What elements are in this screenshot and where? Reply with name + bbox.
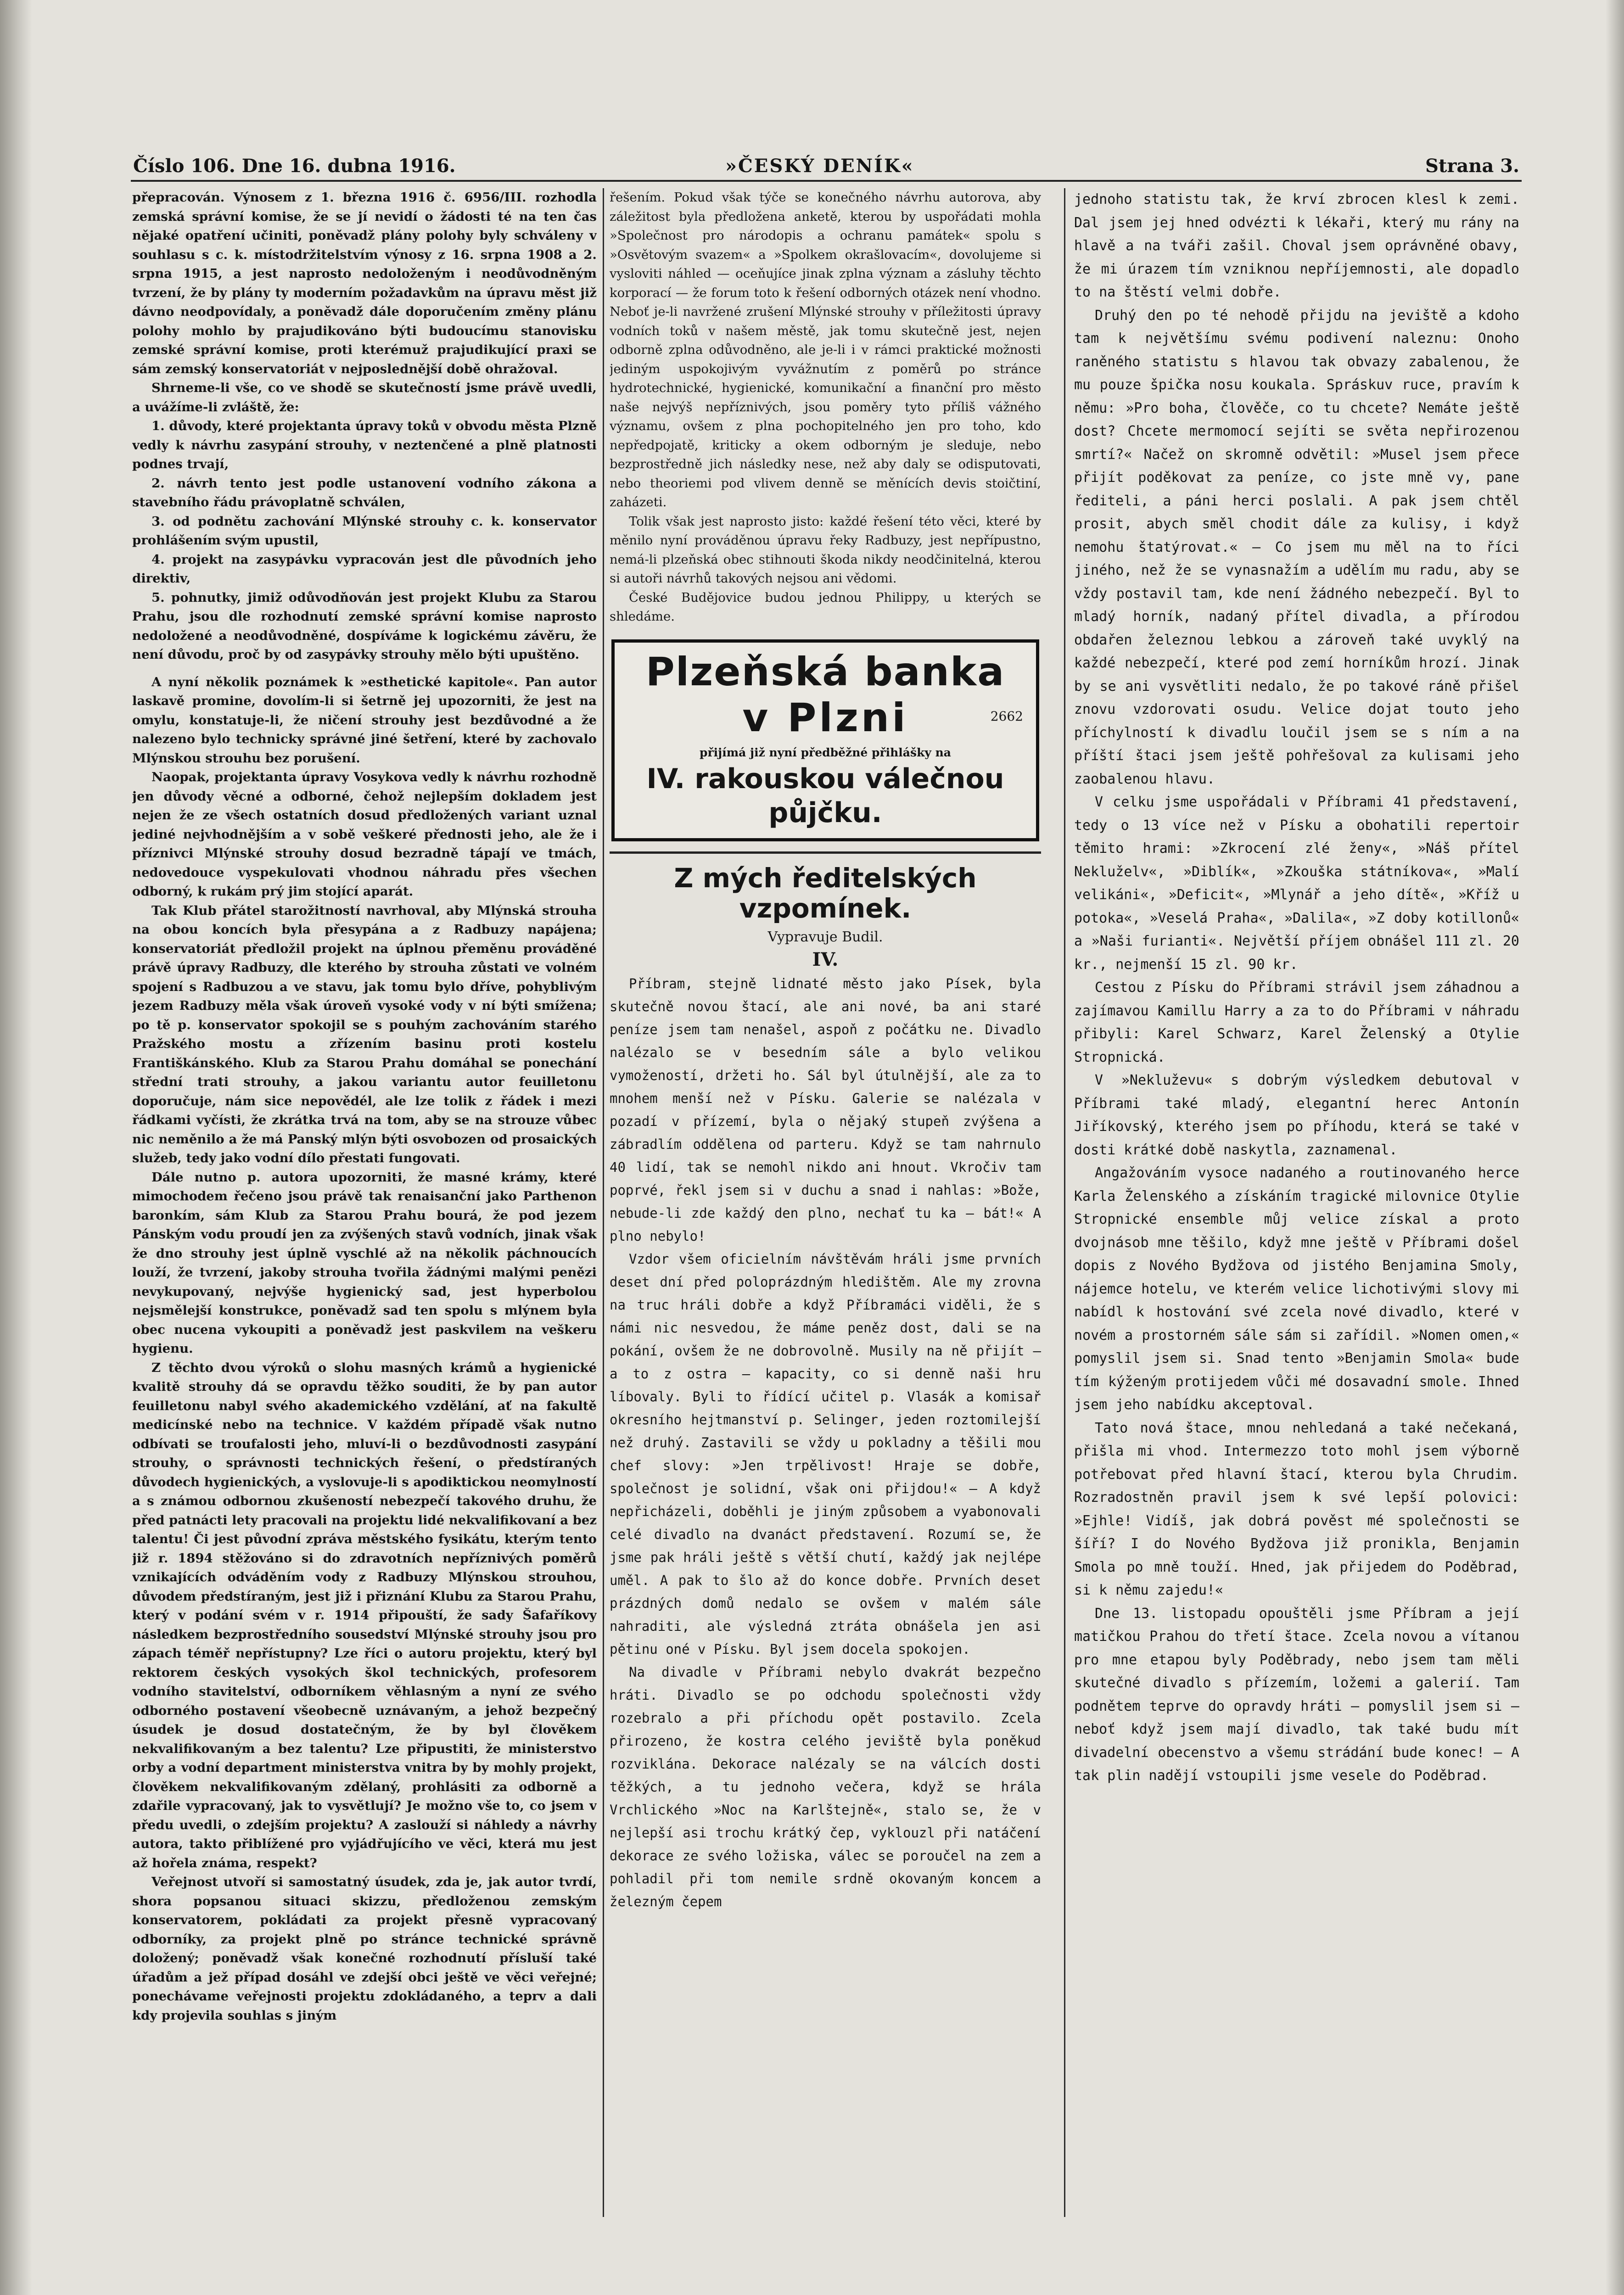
header-rule <box>131 180 1522 182</box>
paragraph: A nyní několik poznámek k »esthetické kapitole«. Pan autor laskavě promine, dovolím-li si šetrně jej upozorniti, že jest na omylu, konstatuje-li, že ničení strouhy jest bezdůvodné a že nalezeno bylo technicky správné jiné šetření, které by zachovalo Mlýnskou strouhu bez porušení. <box>132 674 597 766</box>
article-byline: Vypravuje Budil. <box>767 929 883 945</box>
paragraph: Cestou z Písku do Příbrami strávil jsem záhadnou a zajímavou Kamillu Harry a za to do Příbrami v náhradu přibyli: Karel Schwarz, Karel Želenský a Otylie Stropnická. <box>1074 980 1519 1065</box>
article-part-number: IV. <box>812 948 839 970</box>
ad-info-line: přijímá již nyní předběžné přihlášky na <box>700 745 951 759</box>
paragraph: Naopak, projektanta úpravy Vosykova vedly k návrhu rozhodně jen důvody věcné a odborné, čehož nejlepším dokladem jest nejen že ze všech ostatních dosud předložených variant uznal jediné nejvhodnějším a v sobě veškeré přednosti jeho, ale že i příznivci Mlýnské strouhy dosud bezradně tápají ve tmách, nedovedouce vyspekulovati vhodnou náhradu přes všechen odborný, k rukám prý jim stojící aparát. <box>132 770 597 899</box>
paragraph: řešením. Pokud však týče se konečného návrhu autorova, aby záležitost byla předložena anketě, kterou by uspořádati mohla »Společnost pro národopis a ochranu památek« spolu s »Osvětovým svazem« a »Spolkem okrašlovacím«, dovolujeme si vysloviti náhled — oceňujíce jinak zplna význam a zásluhy těchto korporací — že forum toto k řešení odborných otázek není vhodno. Neboť je-li navržené zrušení Mlýnské strouhy v příležitosti úpravy vodních toků v našem městě, jak tomu skutečně jest, nejen odborně zplna odůvodněno, ale je-li i v rámci praktické možnosti jediným uspokojivým vyvážnutím z poměrů po stránce hydrotechnické, hygienické, komunikační a finanční pro město naše nejvýš nepříznivých, jsou poměry tyto příliš vážného významu, ovšem z plna pochopitelného jen pro toho, kdo nepředpojatě, kriticky a okem odborným je sleduje, nebo bezprostředně jich následky nese, než aby daly se odisputovati, nebo theoriemi pod vlivem denně se měnících devis stoičtiní, zaházeti. <box>610 190 1041 509</box>
list-item: 5. pohnutky, jimiž odůvodňován jest projekt Klubu za Starou Prahu, jsou dle rozhodnutí zemské správní komise naprosto nedoložené a neodůvodněné, dospíváme k logickému závěru, že není důvodu, proč by od zasypávky strouhy mělo býti upuštěno. <box>132 590 597 662</box>
paragraph: V »Nekluževu« s dobrým výsledkem debutoval v Příbrami také mladý, elegantní herec Antonín Jiříkovský, kterého jsem po příhodu, která se také v dosti krátké době naskytla, zaznamenal. <box>1074 1072 1519 1158</box>
page-number: Strana 3. <box>1425 155 1519 177</box>
paragraph: Shrneme-li vše, co ve shodě se skutečností jsme právě uvedli, a uvážíme-li zvláště, že: <box>132 381 597 414</box>
bank-advertisement <box>611 639 1039 841</box>
column-2 <box>610 188 1041 2222</box>
ad-reference-number: 2662 <box>990 708 1023 724</box>
page-header <box>133 155 1519 187</box>
paragraph: Tato nová štace, mnou nehledaná a také nečekaná, přišla mi vhod. Intermezzo toto mohl jsem výborně potřebovat před hlavní štací, kterou byla Chrudim. Rozradostněn pravil jsem k své lepší polovici: »Ejhle! Vidíš, jak dobrá pověst mé společnosti se šíří? I do Nového Bydžova již pronikla, Benjamin Smola po mně touží. Hned, jak přijedem do Poděbrad, si k němu zajedu!« <box>1074 1420 1519 1598</box>
column-1 <box>132 188 597 2222</box>
scan-edge-left <box>0 0 32 2295</box>
scan-edge-right <box>1606 0 1624 2295</box>
issue-number: Číslo 106. <box>133 155 235 177</box>
paragraph: Tak Klub přátel starožitností navrhoval, aby Mlýnská strouha na obou koncích byla přesypána a z Radbuzy napájena; konservatoriát předložil projekt na úplnou přeměnu prováděné právě úpravy Radbuzy, dle kterého by strouha zůstati ve volném spojení s Radbuzou a ve stavu, jak tomu bylo dříve, pohyblivým jezem Radbuzy měla však úroveň vysoké vody v ní býti smížena; po tě p. konservator spokojil se s pouhým zachováním starého Pražského mostu a zřízením basinu proti kostelu Františkánského. Klub za Starou Prahu domáhal se ponechání střední trati strouhy, a jakou variantu autor feuilletonu doporučuje, nám sice nepovědél, ale lze tolik z řádek i mezi řádkami vyčísti, že zkrátka trvá na tom, aby se na strouze vůbec nic neměnilo a že má Panský mlýn býti osvobozen od prosaických služeb, tedy jako vodní dílo přestati fungovati. <box>132 903 597 1165</box>
ad-bank-name: Plzeňská banka <box>645 649 1005 695</box>
paragraph: Příbram, stejně lidnaté město jako Písek, byla skutečně novou štací, ale ani nové, ba ani staré peníze jsem tam nenašel, aspoň z počátku ne. Divadlo nalézalo se v besedním sále a bylo velikou vymožeností, držeti ho. Sál byl útulnější, ale za to mnohem menší než v Písku. Galerie se nalézala v pozadí v přízemí, byla o nějaký stupeň zvýšena a zábradlím oddělena od parteru. Když se tam nahrnulo 40 lidí, tak se nemohl nikdo ani hnout. Vkročiv tam poprvé, řekl jsem si v duchu a snad i nahlas: »Bože, nebude-li zde každý den plno, nechať tu ka — bát!« A plno nebylo! <box>610 975 1041 1244</box>
paragraph: jednoho statistu tak, že krví zbrocen klesl k zemi. Dal jsem jej hned odvézti k lékaři, který mu rány na hlavě a na tváři zašil. Choval jsem oprávněné obavy, že mi úrazem tím vzniknou nepříjemnosti, ale dopadlo to na štěstí velmi dobře. <box>1074 191 1519 300</box>
closing-line: České Budějovice budou jednou Philippy, u kterých se shledáme. <box>610 590 1041 624</box>
list-item: 4. projekt na zasypávku vypracován jest dle původních jeho direktiv, <box>132 552 597 586</box>
issue-date: Dne 16. dubna 1916. <box>241 155 456 177</box>
column-3 <box>1074 188 1519 2222</box>
paragraph: Na divadle v Příbrami nebylo dvakrát bezpečno hráti. Divadlo se po odchodu společnosti vždy rozebralo a při příchodu opět postavilo. Zcela přirozeno, že kostra celého jeviště byla poněkud rozviklána. Dekorace nalézaly se na válcích dosti těžkých, a tu jednoho večera, když se hrála Vrchlického »Noc na Karlštejně«, stalo se, že v nejlepší asi trochu krátký čep, vyklouzl při natáčení dekorace ze svého ložiska, válec se poroučel na zem a pohladil při tom nemile srdně okovaným koncem a železným čepem <box>610 1664 1041 1909</box>
column-divider-2 <box>1064 188 1065 2217</box>
paragraph: Tolik však jest naprosto jisto: každé řešení této věci, které by měnilo nyní prováděnou úpravu řeky Radbuzy, jest nepřípustno, nemá-li plzeňská obec stihnouti škoda nikdy neodčinitelná, kterou si autoři návrhů takových nejsou ani vědomi. <box>610 514 1041 586</box>
column-divider-1 <box>603 188 604 2217</box>
list-item: 3. od podnětu zachování Mlýnské strouhy c. k. konservator prohlášením svým upustil, <box>132 514 597 548</box>
ad-bank-city: v Plzni <box>742 694 908 741</box>
paragraph: Dále nutno p. autora upozorniti, že masné krámy, které mimochodem řečeno jsou právě tak renaisanční jako Parthenon baronkím, sám Klub za Starou Prahu bourá, že pod jezem Pánským vodu proudí jen za zvýšených stavů vodních, jinak však že dno strouhy jest úplně vyschlé až na několik páchnoucích louží, že tvrzení, jakoby strouha tvořila žádnými malými penězi nevykupovaný, nejvýše hygienický sad, jest hyperbolou nejsmělejší konstrukce, poněvadž sad ten spolu s mlýnem byla obec nucena vykoupiti a poněvadž jest paskvilem na veškeru hygienu. <box>132 1170 597 1356</box>
paragraph: Angažováním vysoce nadaného a routinovaného herce Karla Želenského a získáním tragické milovnice Otylie Stropnické ensemble můj velice získal a proto dvojnásob mne těšilo, když mne ještě v Příbrami došel dopis z Nového Bydžova od jistého Benjamina Smoly, nájemce hotelu, ve kterém velice lichotivými slovy mi nabídl k hostování své zcela nové divadlo, které v novém a prostorném sále sám si zařídil. »Nomen omen,« pomyslil jsem si. Snad tento »Benjamin Smola« bude tím kýženým protijedem vůči mé dosavadní smole. Ihned jsem jeho nabídku akceptoval. <box>1074 1165 1519 1413</box>
paragraph: Vzdor všem oficielním návštěvám hráli jsme prvních deset dní před poloprázdným hledištěm. Ale my zrovna na truc hráli dobře a když Příbramáci viděli, že s námi nic nesvedou, že máme peněz dost, dali se na pokání, ovšem že ne dobrovolně. Musily na ně přijít — a to z ostra — kapacity, co si denně naši hru líbovaly. Byli to řídící učitel p. Vlasák a komisař okresního hejtmanství p. Selinger, jeden roztomilejší než druhý. Zastavili se vždy u pokladny a těšili mou chef slovy: »Jen trpělivost! Hraje se dobře, společnost je solidní, však oni přijdou!« — A když nepřicházeli, doběhli je jiným způsobem a vyabonovali celé divadlo na dvanáct představení. Rozumí se, že jsme pak hráli ještě s větší chutí, každý jak nejlépe uměl. A pak to šlo až do konce dobře. Prvních deset prázdných domů nedalo se ovšem v malém sále nahraditi, ale výsledná ztráta obnášela jen asi pětinu oné v Písku. Byl jsem docela spokojen. <box>610 1251 1041 1657</box>
paragraph: Dne 13. listopadu opouštěli jsme Příbram a její matičkou Prahou do třetí štace. Zcela novou a vítanou pro mne etapou byly Poděbrady, nebo jsem tam měli skutečné divadlo s přízemím, ložemi a galerií. Tam podnětem teprve do opravdy hráti — pomyslil jsem si — neboť když jsem mají divadlo, tak také budu mít divadelní obecenstvo a všemu strádání bude konec! — A tak plin nadějí vstoupili jsme vesele do Poděbrad. <box>1074 1605 1519 1784</box>
paragraph: Z těchto dvou výroků o slohu masných krámů a hygienické kvalitě strouhy dá se opravdu těžko souditi, že by pan autor feuilletonu nabyl svého akademického vzdělání, ať na fakultě medicínské nebo na technice. V každém případě však nutno odbívati se troufalosti jeho, mluví-li o bezdůvodnosti zasypání strouhy, o správnosti technických řešení, o předstíraných důvodech hygienických, a vyslovuje-li s apodiktickou neomylností a s známou odbornou zkušeností nebezpečí takového druhu, že před patnácti lety pracovali na projektu lidé nekvalifikovaní a bez talentu! Či jest původní zpráva městského fysikátu, kterým tento již r. 1894 stěžováno si do zdravotních nepříznivých poměrů vznikajících odváděním vody z Radbuzy Mlýnskou strouhou, důvodem předstíraným, jest již i přiznání Klubu za Starou Prahu, který v podání svém v r. 1914 připouští, že sady Šafaříkovy následkem bezprostředního sousedství Mlýnské strouhy jsou pro zápach téměř nepřístupny? Lze říci o autoru projektu, který byl rektorem českých vysokých škol technických, profesorem vodního stavitelství, odborníkem věhlasným a nyní ze svého odborného postavení všeobecně uznávaným, a jehož bezpečný úsudek je dosud dostatečným, že by byl člověkem nekvalifikovaným a bez talentu? Lze připustiti, že ministerstvo orby a vodní department ministerstva vnitra by by mohly projekt, člověkem nekvalifikovaným zdělaný, prohlásiti za odborně a zdařile vypracovaný, jak to vysvětlují? Je možno vše to, co jsem v předu uvedli, o zdejším projektu? A zaslouží si náhledy a návrhy autora, takto přiblížené pro vyjádřujícího ve věci, která mu jest až hořela známa, respekt? <box>132 1360 597 1870</box>
paragraph: V celku jsme uspořádali v Příbrami 41 představení, tedy o 13 více než v Písku a obohatili repertoir těmito hrami: »Zkrocení zlé ženy«, »Náš přítel Nekluželv«, »Diblík«, »Zkouška státníkova«, »Malí velikáni«, »Deficit«, »Mlynář a jeho dítě«, »Kříž u potoka«, »Veselá Praha«, »Dalila«, »Z doby kotillonů« a »Naši furianti«. Největší příjem obnášel 111 zl. 20 kr., nejmenší 15 zl. 90 kr. <box>1074 794 1519 973</box>
paragraph: Druhý den po té nehodě přijdu na jeviště a kdoho tam k největšímu svému podivení naleznu: Onoho raněného statistu s hlavou tak obvazy zabalenou, že mu pouze špička nosu koukala. Spráskuv ruce, pravím k němu: »Pro boha, člověče, co tu chcete? Nemáte ještě dost? Chcete mermomocí sejíti se světa nepřirozenou smrtí?« Načež on skromně odvětil: »Musel jsem přece přijít poděkovat za peníze, co jste mně vy, pane řediteli, a páni herci poslali. A pak jsem chtěl prosit, abych směl chodit dále za kulisy, i když nemohu štatýrovat.« — Co jsem mu měl na to říci jiného, než že se vynasnažím a udělím mu radu, aby se vždy postavil tam, kde není žádného nebezpečí. Byl to mladý horník, nadaný přítel divadla, a přírodou obdařen železnou lebkou a zároveň také uvyklý na každé nebezpečí, které pod zemí horníkům hrozí. Jinak by se ani vysvětliti nedalo, že po takové ráně přišel znovu vzdorovati osudu. Velice dojat touto jeho příchylností k divadlu loučil jsem se s ním a na příští štaci jsem ještě pohřešoval za kulisami jeho zaobalenou hlavu. <box>1074 307 1519 787</box>
ad-loan-name: IV. rakouskou válečnou půjčku. <box>646 762 1004 829</box>
article-separator <box>610 851 1041 854</box>
article-title: Z mých ředitelských vzpomínek. <box>674 862 977 924</box>
article-body <box>610 972 1041 1913</box>
paragraph: přepracován. Výnosem z 1. března 1916 č. 6956/III. rozhodla zemská správní komise, že se jí nevidí o žádosti té na ten čas nějaké opatření učiniti, poněvadž plány polohy byly schváleny v souhlasu s c. k. místodržitelstvím výnosy z 16. srpna 1908 a 2. srpna 1915, a jest naprosto nedoloženým i neodůvodněným tvrzení, že by plány ty moderním požadavkům na úpravu měst již dávno neodpovídaly, a poněvadž dále doporučením změny plánu polohy mohlo by prajudikováno býti budoucímu stanovisku zemské správní komise, proti kterémuž prajudikující praxi se sám zemský konservatoriát v nejposlednější době ohražoval. <box>132 190 597 376</box>
paragraph: Veřejnost utvoří si samostatný úsudek, zda je, jak autor tvrdí, shora popsanou situaci skizzu, předloženou zemským konservatorem, pokládati za projekt přesně vypracovaný odborníky, za projekt plně po stránce technické správně doložený; poněvadž však konečné rozhodnutí přísluší také úřadům a jež případ dosáhl ve zdejší obci ještě ve věci veřejné; ponechávame veřejnosti projektu zdokládaného, a teprv a dali kdy projevila souhlas s jiným <box>132 1875 597 2023</box>
list-item: 2. návrh tento jest podle ustanovení vodního zákona a stavebního řádu právoplatně schválen, <box>132 476 597 509</box>
newspaper-title: »ČESKÝ DENÍK« <box>725 155 914 177</box>
list-item: 1. důvody, které projektanta úpravy toků v obvodu města Plzně vedly k návrhu zasypání strouhy, v neztenčené a plně platnosti podnes trvají, <box>132 419 597 471</box>
issue-and-date <box>133 155 456 177</box>
